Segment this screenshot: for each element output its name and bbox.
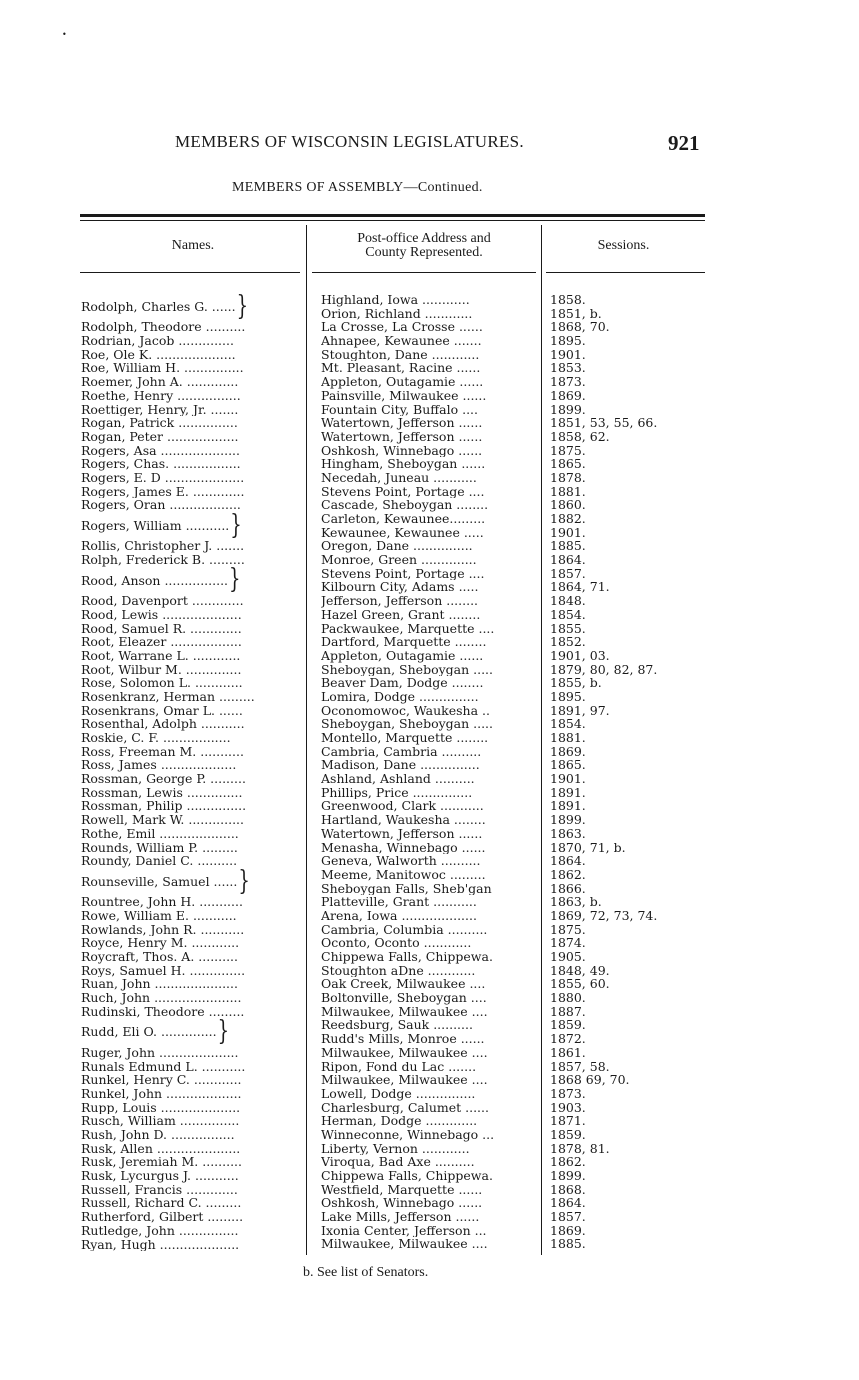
address-cell: Hartland, Waukesha ........ xyxy=(321,813,486,827)
address-cell: Liberty, Vernon ............ xyxy=(321,1141,470,1156)
sessions-cell: 1863, b. xyxy=(550,895,602,909)
member-name: Royce, Henry M. ............ xyxy=(81,936,240,951)
sessions-cell: 1901, 03. xyxy=(550,648,610,663)
member-name: Roettiger, Henry, Jr. ....... xyxy=(81,402,239,417)
member-name: Root, Warrane L. ............ xyxy=(81,648,241,663)
member-name-cell xyxy=(81,827,307,841)
member-name: Rogers, James E. ............. xyxy=(81,484,245,499)
member-name-cell xyxy=(81,539,307,553)
sessions-cell: 1848, 49. xyxy=(550,963,610,978)
member-name-cell xyxy=(81,1087,307,1101)
address-cell: Stevens Point, Portage .... xyxy=(321,566,485,581)
names-column xyxy=(81,293,307,1251)
member-name-cell xyxy=(81,567,307,594)
sessions-cell: 1868. xyxy=(550,1182,586,1197)
sessions-cell: 1868 69, 70. xyxy=(550,1073,630,1087)
brace-icon: } xyxy=(236,293,249,321)
address-cell: Oshkosh, Winnebago ...... xyxy=(321,1196,483,1211)
sessions-cell: 1863. xyxy=(550,826,586,841)
member-name: Rodolph, Theodore .......... xyxy=(81,320,246,335)
member-name: Rountree, John H. ........... xyxy=(81,895,243,909)
member-name-cell xyxy=(81,1238,307,1252)
address-cell: Geneva, Walworth .......... xyxy=(321,854,481,868)
member-name-cell xyxy=(81,1155,307,1169)
sessions-cell: 1868, 70. xyxy=(550,320,610,335)
sessions-cell: 1864. xyxy=(550,854,586,868)
member-name: Rood, Lewis .................... xyxy=(81,607,242,622)
column-divider-2 xyxy=(541,225,542,1255)
member-name: Russell, Richard C. ......... xyxy=(81,1196,242,1211)
member-name: Rudinski, Theodore ......... xyxy=(81,1004,245,1019)
member-name: Ruger, John .................... xyxy=(81,1045,239,1060)
address-cell: Kewaunee, Kewaunee ..... xyxy=(321,525,484,540)
member-name: Rosenkranz, Herman ......... xyxy=(81,689,255,704)
address-cell: Chippewa Falls, Chippewa. xyxy=(321,950,493,964)
address-cell: Oak Creek, Milwaukee .... xyxy=(321,977,486,992)
address-cell: Arena, Iowa ................... xyxy=(321,908,477,923)
member-name-cell xyxy=(81,799,307,813)
address-cell: Ixonia Center, Jefferson ... xyxy=(321,1223,487,1238)
brace-icon: } xyxy=(238,867,250,896)
member-name-cell xyxy=(81,1210,307,1224)
member-name-cell xyxy=(81,1073,307,1087)
sessions-cell: 1852. xyxy=(550,635,586,649)
member-name: Rounseville, Samuel ...... xyxy=(81,873,238,889)
member-name-cell xyxy=(81,416,307,430)
address-cell: Ripon, Fond du Lac ....... xyxy=(321,1059,477,1074)
member-name: Rush, John D. ................ xyxy=(81,1128,235,1142)
member-name: Rogan, Peter .................. xyxy=(81,429,239,444)
member-name: Ryan, Hugh .................... xyxy=(81,1237,240,1252)
member-name-cell xyxy=(81,950,307,964)
sessions-cell: 1855. xyxy=(550,621,586,636)
sessions-cell: 1864. xyxy=(550,1196,586,1211)
member-name: Rutledge, John ............... xyxy=(81,1223,239,1238)
sessions-cell: 1851, b. xyxy=(550,306,602,321)
member-name-cell xyxy=(81,485,307,499)
member-name-cell xyxy=(81,293,307,320)
member-name: Rusk, Allen ..................... xyxy=(81,1141,241,1156)
sessions-cell: 1861. xyxy=(550,1045,586,1060)
sessions-cell: 1848. xyxy=(550,594,586,608)
member-name-cell xyxy=(81,977,307,991)
address-cell: Montello, Marquette ........ xyxy=(321,731,489,745)
member-name: Roemer, John A. ............. xyxy=(81,375,239,389)
address-cell: Winneconne, Winnebago ... xyxy=(321,1127,495,1142)
member-name: Rolph, Frederick B. ......... xyxy=(81,553,245,567)
sessions-cell: 1875. xyxy=(550,922,586,937)
member-name-cell xyxy=(81,375,307,389)
member-name-cell xyxy=(81,786,307,800)
member-name: Rogers, Oran .................. xyxy=(81,498,241,513)
page-number: 921 xyxy=(668,131,700,155)
member-name-cell xyxy=(81,1060,307,1074)
sessions-cell: 1858, 62. xyxy=(550,429,610,444)
member-name: Root, Eleazer .................. xyxy=(81,635,242,649)
member-name: Ross, James ................... xyxy=(81,758,237,773)
sessions-cell: 1901. xyxy=(550,772,586,786)
address-cell: Viroqua, Bad Axe .......... xyxy=(321,1155,475,1169)
address-cell: Jefferson, Jefferson ........ xyxy=(321,594,479,608)
footnote: b. See list of Senators. xyxy=(303,1265,429,1280)
member-name-cell xyxy=(81,758,307,772)
member-name: Rood, Anson ................ xyxy=(81,572,229,588)
sessions-cell: 1855, b. xyxy=(550,676,602,690)
sessions-cell: 1901. xyxy=(550,525,586,540)
address-cell: Lowell, Dodge ............... xyxy=(321,1086,476,1101)
member-name: Rudd, Eli O. .............. xyxy=(81,1024,217,1040)
member-name-cell xyxy=(81,471,307,485)
column-header-address-2: County Represented. xyxy=(365,245,483,260)
sessions-cell: 1899. xyxy=(550,402,586,417)
member-name-cell xyxy=(81,841,307,855)
column-header-address-1: Post-office Address and xyxy=(357,231,491,246)
member-name-cell xyxy=(81,1142,307,1156)
member-name: Rogers, Chas. ................. xyxy=(81,457,241,471)
member-name: Rossman, Philip ............... xyxy=(81,799,247,814)
member-name-cell xyxy=(81,964,307,978)
member-name-cell xyxy=(81,553,307,567)
address-cell: Cambria, Cambria .......... xyxy=(321,744,482,759)
member-name: Roys, Samuel H. .............. xyxy=(81,963,246,978)
sessions-cell: 1891. xyxy=(550,799,586,814)
member-name: Roethe, Henry ................ xyxy=(81,388,241,403)
address-column xyxy=(321,293,539,1251)
address-cell: Watertown, Jefferson ...... xyxy=(321,826,483,841)
member-name: Rogan, Patrick ............... xyxy=(81,416,238,430)
address-cell: Charlesburg, Calumet ...... xyxy=(321,1100,489,1115)
sessions-cell: 1869, 72, 73, 74. xyxy=(550,908,658,923)
member-name-cell xyxy=(81,868,307,895)
member-name-cell xyxy=(81,1046,307,1060)
sessions-cell: 1891, 97. xyxy=(550,703,610,718)
address-cell: Oshkosh, Winnebago ...... xyxy=(321,443,483,458)
member-name-cell xyxy=(81,635,307,649)
address-cell: Oregon, Dane ............... xyxy=(321,539,473,554)
sessions-cell: 1869. xyxy=(550,744,586,759)
address-cell: Stoughton aDne ............ xyxy=(321,963,476,978)
address-cell: Sheboygan, Sheboygan ..... xyxy=(321,662,493,677)
member-name: Rounds, William P. ......... xyxy=(81,840,238,855)
member-name: Rowe, William E. ........... xyxy=(81,909,237,923)
member-name-cell xyxy=(81,1128,307,1142)
member-name-cell xyxy=(81,717,307,731)
member-name-cell xyxy=(81,361,307,375)
member-name: Rosenthal, Adolph ........... xyxy=(81,717,245,732)
member-name-cell xyxy=(81,1101,307,1115)
address-cell: Chippewa Falls, Chippewa. xyxy=(321,1169,493,1183)
member-name: Rossman, Lewis .............. xyxy=(81,785,243,800)
sessions-cell: 1887. xyxy=(550,1004,586,1019)
sessions-cell: 1870, 71, b. xyxy=(550,840,626,855)
member-name: Rossman, George P. ......... xyxy=(81,772,246,786)
member-name: Ruan, John ..................... xyxy=(81,977,238,992)
member-name-cell xyxy=(81,649,307,663)
header-rule-address xyxy=(312,272,536,273)
member-name: Rowell, Mark W. .............. xyxy=(81,813,244,827)
member-name-cell xyxy=(81,854,307,868)
member-name: Rupp, Louis .................... xyxy=(81,1100,241,1115)
address-cell: Lomira, Dodge ............... xyxy=(321,689,479,704)
address-cell: Milwaukee, Milwaukee .... xyxy=(321,1004,488,1019)
member-name: Rogers, Asa .................... xyxy=(81,443,241,458)
address-cell: Rudd's Mills, Monroe ...... xyxy=(321,1032,485,1046)
sessions-cell: 1891. xyxy=(550,785,586,800)
member-name-cell xyxy=(81,991,307,1005)
section-subtitle: MEMBERS OF ASSEMBLY—Continued. xyxy=(232,180,483,195)
member-name: Rose, Solomon L. ............ xyxy=(81,676,243,690)
member-name-cell xyxy=(81,430,307,444)
sessions-cell: 1858. xyxy=(550,293,586,307)
member-name: Rodrian, Jacob .............. xyxy=(81,334,234,348)
address-cell: Oconto, Oconto ............ xyxy=(321,936,472,950)
sessions-cell: 1899. xyxy=(550,813,586,827)
address-cell: Beaver Dam, Dodge ........ xyxy=(321,676,484,690)
address-cell: Painsville, Milwaukee ...... xyxy=(321,388,487,403)
member-name-cell xyxy=(81,745,307,759)
sessions-cell: 1855, 60. xyxy=(550,977,610,992)
member-name-cell xyxy=(81,334,307,348)
address-cell: Necedah, Juneau ........... xyxy=(321,470,477,485)
member-name: Rood, Samuel R. ............. xyxy=(81,621,242,636)
address-cell: Greenwood, Clark ........... xyxy=(321,799,484,814)
member-name: Rowlands, John R. ........... xyxy=(81,922,245,937)
member-name: Ruch, John ...................... xyxy=(81,991,242,1005)
address-cell: Phillips, Price ............... xyxy=(321,785,473,800)
member-name: Rusk, Jeremiah M. .......... xyxy=(81,1155,242,1170)
member-name-cell xyxy=(81,622,307,636)
sessions-cell: 1881. xyxy=(550,731,586,745)
column-header-names: Names. xyxy=(171,238,215,253)
member-name: Rusch, William ............... xyxy=(81,1114,240,1129)
member-name: Roycraft, Thos. A. .......... xyxy=(81,950,239,964)
member-name: Root, Wilbur M. .............. xyxy=(81,662,242,677)
member-name-cell xyxy=(81,1114,307,1128)
sessions-cell: 1865. xyxy=(550,758,586,773)
sessions-cell: 1895. xyxy=(550,334,586,348)
column-header-sessions: Sessions. xyxy=(597,238,650,253)
sessions-cell: 1905. xyxy=(550,950,586,964)
sessions-cell: 1860. xyxy=(550,498,586,512)
address-cell: Carleton, Kewaunee......... xyxy=(321,512,486,526)
member-name-cell xyxy=(81,1224,307,1238)
address-cell: Kilbourn City, Adams ..... xyxy=(321,580,479,595)
member-name-cell xyxy=(81,1169,307,1183)
member-name-cell xyxy=(81,923,307,937)
member-name-cell xyxy=(81,813,307,827)
member-name-cell xyxy=(81,690,307,704)
sessions-cell: 1865. xyxy=(550,457,586,471)
address-cell: Milwaukee, Milwaukee .... xyxy=(321,1073,488,1087)
member-name: Runkel, John ................... xyxy=(81,1086,242,1101)
sessions-cell: 1862. xyxy=(550,1155,586,1169)
member-name: Rodolph, Charles G. ...... xyxy=(81,298,236,314)
sessions-cell: 1873. xyxy=(550,375,586,389)
address-cell: Sheboygan, Sheboygan ..... xyxy=(321,717,493,731)
sessions-cell: 1880. xyxy=(550,991,586,1005)
table-top-rule-thin xyxy=(80,220,705,221)
scan-speck: • xyxy=(62,30,67,39)
address-cell: La Crosse, La Crosse ...... xyxy=(321,320,483,335)
member-name-cell xyxy=(81,444,307,458)
address-cell: Meeme, Manitowoc ......... xyxy=(321,867,486,882)
sessions-cell: 1882. xyxy=(550,512,586,526)
sessions-cell: 1874. xyxy=(550,936,586,950)
address-cell: Appleton, Outagamie ...... xyxy=(321,648,484,663)
member-name: Rutherford, Gilbert ......... xyxy=(81,1210,244,1224)
sessions-cell: 1903. xyxy=(550,1100,586,1115)
address-cell: Cascade, Sheboygan ........ xyxy=(321,498,489,512)
member-name-cell xyxy=(81,936,307,950)
address-cell: Stevens Point, Portage .... xyxy=(321,484,485,499)
sessions-cell: 1871. xyxy=(550,1114,586,1128)
sessions-cell: 1864. xyxy=(550,553,586,567)
member-name-cell xyxy=(81,1005,307,1019)
address-cell: Packwaukee, Marquette .... xyxy=(321,621,495,636)
sessions-cell: 1869. xyxy=(550,388,586,403)
address-cell: Oconomowoc, Waukesha .. xyxy=(321,703,490,718)
member-name-cell xyxy=(81,1019,307,1046)
member-name: Roskie, C. F. ................. xyxy=(81,731,231,745)
address-cell: Boltonville, Sheboygan .... xyxy=(321,991,487,1005)
sessions-cell: 1854. xyxy=(550,717,586,731)
address-cell: Orion, Richland ............ xyxy=(321,306,473,321)
member-name: Rosenkrans, Omar L. ...... xyxy=(81,703,243,718)
sessions-cell: 1881. xyxy=(550,484,586,499)
sessions-column xyxy=(550,293,700,1251)
sessions-cell: 1862. xyxy=(550,867,586,882)
member-name: Rogers, E. D .................... xyxy=(81,470,245,485)
sessions-cell: 1875. xyxy=(550,443,586,458)
address-cell: Watertown, Jefferson ...... xyxy=(321,429,483,444)
member-name-cell xyxy=(81,1183,307,1197)
sessions-cell: 1872. xyxy=(550,1032,586,1046)
sessions-cell: 1853. xyxy=(550,361,586,376)
sessions-cell: 1857. xyxy=(550,1210,586,1224)
member-name: Rollis, Christopher J. ....... xyxy=(81,539,245,554)
member-name-cell xyxy=(81,498,307,512)
sessions-cell: 1895. xyxy=(550,689,586,704)
sessions-cell: 1859. xyxy=(550,1018,586,1033)
address-cell: Mt. Pleasant, Racine ...... xyxy=(321,361,481,376)
address-cell: Watertown, Jefferson ...... xyxy=(321,416,483,430)
sessions-cell: 1859. xyxy=(550,1127,586,1142)
sessions-cell: 1899. xyxy=(550,1169,586,1183)
member-name-cell xyxy=(81,403,307,417)
address-cell: Reedsburg, Sauk .......... xyxy=(321,1018,473,1033)
member-name-cell xyxy=(81,512,307,539)
member-name: Russell, Francis ............. xyxy=(81,1182,238,1197)
sessions-cell: 1885. xyxy=(550,539,586,554)
address-cell: Westfield, Marquette ...... xyxy=(321,1182,483,1197)
member-name-cell xyxy=(81,348,307,362)
sessions-cell: 1854. xyxy=(550,607,586,622)
sessions-cell: 1878, 81. xyxy=(550,1141,610,1156)
member-name-cell xyxy=(81,731,307,745)
sessions-cell: 1864, 71. xyxy=(550,580,610,595)
address-cell: Lake Mills, Jefferson ...... xyxy=(321,1210,480,1224)
running-title: MEMBERS OF WISCONSIN LEGISLATURES. xyxy=(175,132,524,151)
member-name: Roundy, Daniel C. .......... xyxy=(81,854,238,868)
member-name-cell xyxy=(81,608,307,622)
sessions-cell: 1857. xyxy=(550,566,586,581)
member-name: Rusk, Lycurgus J. ........... xyxy=(81,1169,239,1183)
member-name-cell xyxy=(81,389,307,403)
sessions-cell: 1878. xyxy=(550,470,586,485)
address-cell: Platteville, Grant ........... xyxy=(321,895,477,909)
member-name: Runkel, Henry C. ............ xyxy=(81,1073,242,1087)
address-cell: Menasha, Winnebago ...... xyxy=(321,840,486,855)
sessions-cell: 1857, 58. xyxy=(550,1059,610,1074)
member-name: Roe, Ole K. .................... xyxy=(81,347,236,362)
sessions-cell: 1869. xyxy=(550,1223,586,1238)
address-cell: Dartford, Marquette ........ xyxy=(321,635,487,649)
sessions-cell: 1885. xyxy=(550,1237,586,1252)
member-name: Rothe, Emil .................... xyxy=(81,826,239,841)
member-name-cell xyxy=(81,895,307,909)
table-top-rule-thick xyxy=(80,214,705,217)
address-cell: Highland, Iowa ............ xyxy=(321,293,470,307)
member-name: Rood, Davenport ............. xyxy=(81,594,244,608)
brace-icon: } xyxy=(217,1018,230,1046)
address-cell: Cambria, Columbia .......... xyxy=(321,922,488,937)
member-name-cell xyxy=(81,1196,307,1210)
address-cell: Hingham, Sheboygan ...... xyxy=(321,457,486,471)
member-name-cell xyxy=(81,663,307,677)
sessions-cell: 1879, 80, 82, 87. xyxy=(550,662,658,677)
address-cell: Madison, Dane ............... xyxy=(321,758,480,773)
member-name: Rogers, William ........... xyxy=(81,517,230,533)
member-name-cell xyxy=(81,909,307,923)
brace-icon: } xyxy=(230,512,242,540)
address-cell: Milwaukee, Milwaukee .... xyxy=(321,1045,488,1060)
header-rule-names xyxy=(80,272,300,273)
sessions-cell: 1851, 53, 55, 66. xyxy=(550,416,658,430)
member-name: Roe, William H. ............... xyxy=(81,361,244,376)
member-name: Ross, Freeman M. ........... xyxy=(81,744,244,759)
address-cell: Stoughton, Dane ............ xyxy=(321,347,480,362)
member-name: Runals Edmund L. ........... xyxy=(81,1059,246,1074)
sessions-cell: 1901. xyxy=(550,347,586,362)
member-name-cell xyxy=(81,676,307,690)
address-cell: Hazel Green, Grant ........ xyxy=(321,607,481,622)
address-cell: Ahnapee, Kewaunee ....... xyxy=(321,334,482,348)
member-name-cell xyxy=(81,704,307,718)
sessions-cell: 1866. xyxy=(550,881,586,896)
sessions-cell: 1873. xyxy=(550,1086,586,1101)
address-cell: Milwaukee, Milwaukee .... xyxy=(321,1237,488,1252)
address-cell: Ashland, Ashland .......... xyxy=(321,772,475,786)
member-name-cell xyxy=(81,594,307,608)
header-rule-sessions xyxy=(546,272,705,273)
member-name-cell xyxy=(81,320,307,334)
address-cell: Appleton, Outagamie ...... xyxy=(321,375,484,389)
address-cell: Sheboygan Falls, Sheb'gan xyxy=(321,881,492,896)
address-cell: Herman, Dodge ............. xyxy=(321,1114,478,1128)
member-name-cell xyxy=(81,772,307,786)
address-cell: Monroe, Green .............. xyxy=(321,553,477,567)
brace-icon: } xyxy=(229,566,241,595)
member-name-cell xyxy=(81,457,307,471)
address-cell: Fountain City, Buffalo .... xyxy=(321,402,479,417)
